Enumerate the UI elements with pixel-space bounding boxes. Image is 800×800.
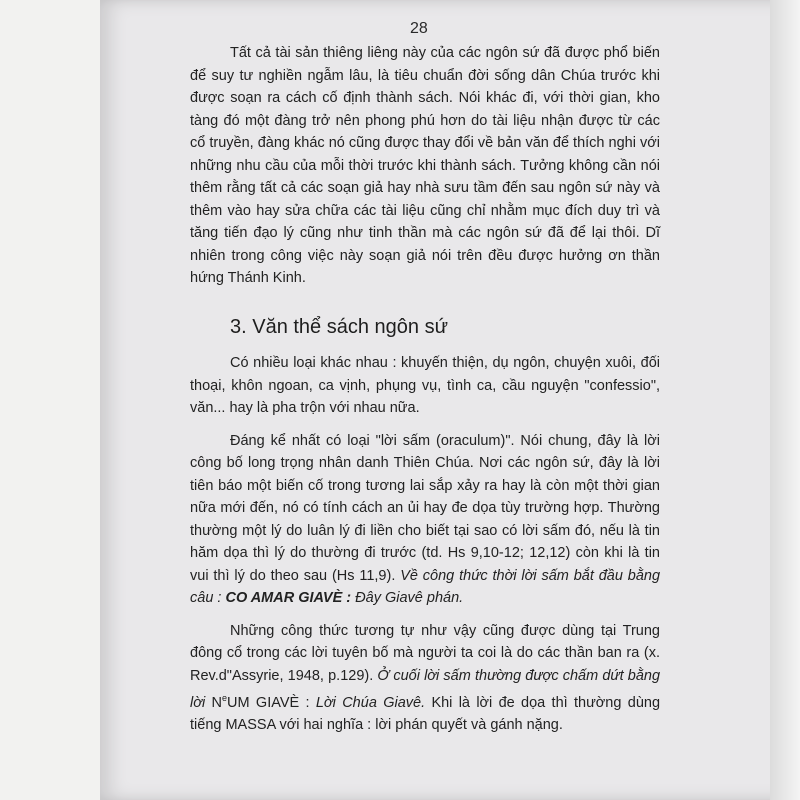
paragraph-4: [190, 620, 660, 737]
formula-co-amar: CO AMAR GIAVÈ :: [225, 590, 352, 606]
formula-neum-prefix: N: [211, 694, 223, 711]
paragraph-4-italic-1: Ở cuối lời sấm thường được chấm dứt bằng lời: [190, 667, 661, 711]
page-edge: [770, 0, 800, 800]
paragraph-3-italic: Về công thức thời lời sấm bắt đầu bằng câu :: [190, 567, 661, 606]
paragraph-4-text-after: Khi là lời đe dọa thì thường dùng tiếng MASSA với hai nghĩa : lời phán quyết và gánh nặng.: [190, 694, 661, 734]
text-block-top: [190, 42, 660, 290]
section-heading: 3. Văn thể sách ngôn sứ: [230, 316, 448, 338]
paragraph-3: [190, 430, 660, 610]
formula-meaning: Đây Giavê phán.: [355, 590, 464, 606]
text-block-bottom: [190, 352, 660, 737]
paragraph-4-italic-2: Lời Chúa Giavê.: [315, 694, 426, 711]
paragraph-4-text-before: Những công thức tương tự như vậy cũng được dùng tại Trung đông cổ trong các lời tuyên bố mà người ta coi là do các thần ban ra (x. Rev.d"Assyrie, 1948, p.129).: [190, 622, 660, 684]
formula-neum-sup: e: [222, 693, 228, 703]
page-number: 28: [410, 20, 428, 37]
formula-neum-rest: UM GIAVÈ :: [227, 694, 310, 711]
paragraph-2: Có nhiều loại khác nhau : khuyến thiện, dụ ngôn, chuyện xuôi, đối thoại, khôn ngoan, ca vịnh, phụng vụ, tình ca, cầu nguyện "confessio", văn... hay là pha trộn với nhau nữa.: [190, 355, 660, 416]
paragraph-3-text: Đáng kể nhất có loại "lời sấm (oraculum)". Nói chung, đây là lời công bố long trọng nhân danh Thiên Chúa. Nơi các ngôn sứ, đây là lời tiên báo một biến cố trong tương lai sắp xảy ra hay là còn một thời gian nữa mới đến, nó có tính cách an ủi hay đe dọa tùy trường hợp. Thường thường một lý do luân lý đi liền cho biết tại sao có lời sấm đó, nếu là tin hăm dọa thì lý do thường đi trước (td. Hs 9,10-12; 12,12) còn khi là tin vui thì lý do theo sau (Hs 11,9).: [190, 432, 660, 584]
paragraph-1: Tất cả tài sản thiêng liêng này của các ngôn sứ đã được phổ biến để suy tư nghiền ngẫm lâu, là tiêu chuẩn đời sống dân Chúa trước khi được soạn ra cách cố định thành sách. Nói khác đi, với thời gian, kho tàng đó một đàng trở nên phong phú hơn do tài liệu nhận được từ các cổ truyền, đàng khác nó cũng được thay đổi về bản văn để thích nghi với những nhu cầu của mỗi thời trước khi thành sách. Tưởng không cần nói thêm rằng tất cả các soạn giả hay nhà sưu tầm đến sau ngôn sứ này và thêm vào hay sửa chữa các tài liệu cũng chỉ nhằm mục đích duy trì và tăng tiến đạo lý cũng như tinh thần mà các ngôn sứ đã để lại thôi. Dĩ nhiên trong công việc này soạn giả nói trên đều được hưởng ơn thần hứng Thánh Kinh.: [190, 45, 660, 286]
